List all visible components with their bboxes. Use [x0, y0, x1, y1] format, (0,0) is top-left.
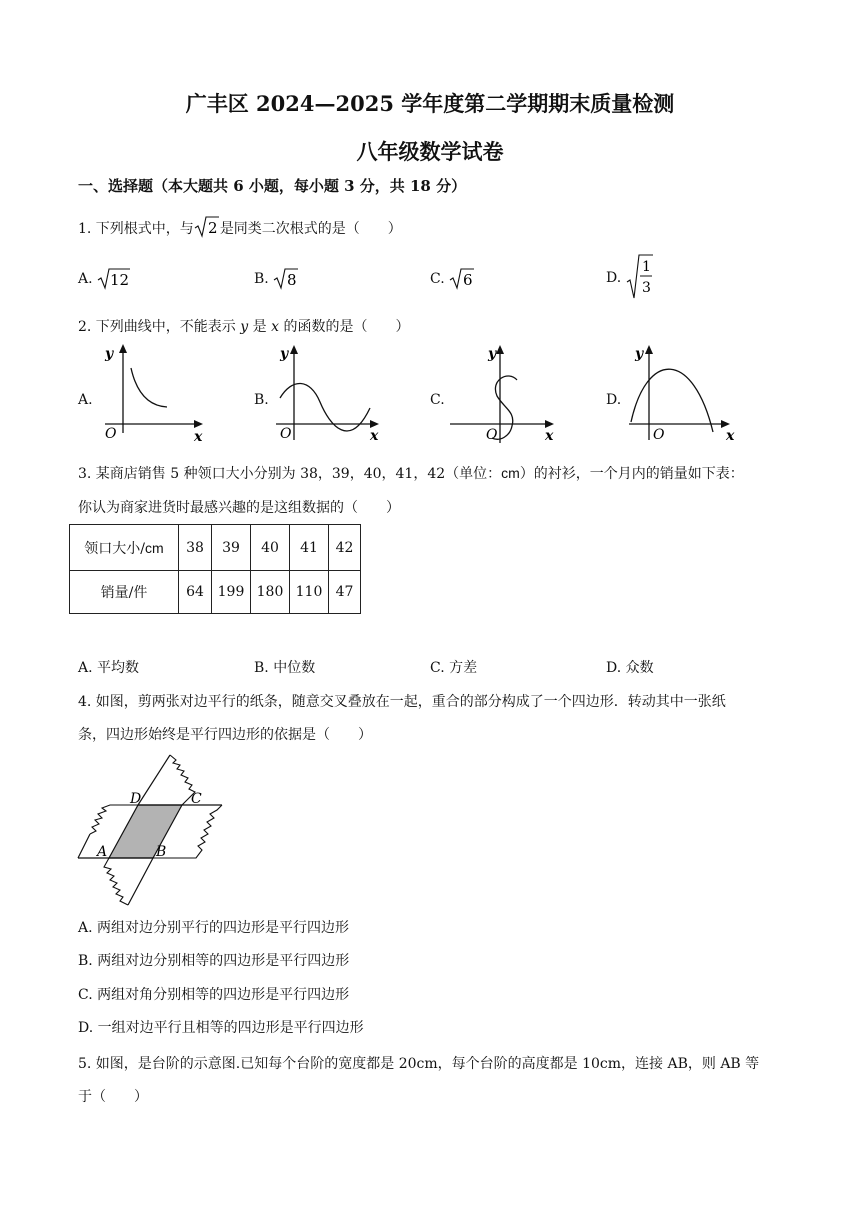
- q2-text-post: 的函数的是（ ）: [279, 319, 410, 335]
- question-2: [78, 316, 409, 336]
- q1-option-d-letter: D.: [606, 270, 622, 286]
- table-cell-size: 41: [290, 525, 329, 571]
- table-row-sales: [70, 571, 361, 614]
- q2-graph-d-origin-label: O: [653, 427, 665, 443]
- table-cell-sales: 47: [329, 571, 361, 614]
- q1-text-post: 是同类二次根式的是（ ）: [219, 221, 402, 237]
- q1-option-a-sqrt: [97, 265, 131, 291]
- table-cell-sales: 199: [212, 571, 251, 614]
- q2-graph-b-x-label: x: [370, 428, 379, 444]
- q1-option-b: [254, 265, 299, 291]
- vertex-c-label: C: [191, 791, 202, 807]
- q1-option-c: [430, 265, 475, 291]
- q1-text-pre: 1. 下列根式中，与: [78, 221, 194, 237]
- q1-option-d: [606, 252, 654, 300]
- q2-text-pre: 2. 下列曲线中，不能表示: [78, 319, 241, 335]
- q3-line1-post: ）的衬衫，一个月内的销量如下表：: [519, 466, 744, 482]
- q3-option-d: D. 众数: [606, 660, 654, 676]
- q3-option-a: A. 平均数: [78, 660, 140, 676]
- question-4-line-1: 4. 如图，剪两张对边平行的纸条，随意交叉叠放在一起，重合的部分构成了一个四边形．转动其中一张纸: [78, 694, 726, 710]
- question-3-line-1: [78, 463, 744, 483]
- q2-option-b-letter: B.: [254, 392, 269, 408]
- q1-option-c-sqrt: [449, 265, 475, 291]
- question-5-line-1: 5. 如图，是台阶的示意图.已知每个台阶的宽度都是 20cm，每个台阶的高度都是 10cm，连接 AB，则 AB 等: [78, 1056, 760, 1072]
- q2-graph-a-y-label: y: [105, 346, 114, 362]
- q2-graph-c-origin-label: O: [486, 427, 498, 443]
- q1-option-b-radicand: 8: [287, 271, 297, 289]
- table-cell-sales: 64: [179, 571, 212, 614]
- q4-option-d: D. 一组对边平行且相等的四边形是平行四边形: [78, 1020, 364, 1036]
- q1-radicand: 2: [207, 219, 218, 237]
- q1-option-d-numerator: 1: [641, 259, 651, 275]
- q2-graph-d-y-label: y: [635, 346, 644, 362]
- overlap-parallelogram: [109, 805, 182, 858]
- q1-sqrt: [194, 213, 220, 239]
- q1-option-d-denominator: 3: [641, 280, 651, 296]
- q2-graph-b-origin-label: O: [280, 426, 292, 442]
- q2-graph-a-x-label: x: [194, 429, 203, 445]
- q1-option-a-letter: A.: [78, 271, 93, 287]
- q2-graph-b: [270, 340, 390, 445]
- q2-var-x: x: [271, 319, 279, 335]
- q4-option-a: A. 两组对边分别平行的四边形是平行四边形: [78, 920, 350, 936]
- q1-option-c-radicand: 6: [463, 271, 473, 289]
- table-header-size: 领口大小/cm: [70, 525, 179, 571]
- table-cell-sales: 110: [290, 571, 329, 614]
- table-cell-size: 42: [329, 525, 361, 571]
- table-cell-size: 40: [251, 525, 290, 571]
- question-4-line-2: 条，四边形始终是平行四边形的依据是（ ）: [78, 727, 372, 743]
- q4-option-c: C. 两组对角分别相等的四边形是平行四边形: [78, 987, 350, 1003]
- vertex-b-label: B: [156, 844, 167, 860]
- section-heading: 一、选择题（本大题共 6 小题，每小题 3 分，共 18 分）: [78, 177, 467, 195]
- q2-option-d-letter: D.: [606, 392, 622, 408]
- table-cell-size: 38: [179, 525, 212, 571]
- q2-var-y: y: [240, 319, 249, 335]
- exam-subtitle: 八年级数学试卷: [356, 139, 504, 164]
- q3-option-b: B. 中位数: [254, 660, 316, 676]
- q2-graph-c-y-label: y: [488, 346, 497, 362]
- table-cell-sales: 180: [251, 571, 290, 614]
- table-row-sizes: [70, 525, 361, 571]
- vertex-d-label: D: [130, 791, 142, 807]
- vertex-a-label: A: [97, 844, 108, 860]
- question-1: [78, 213, 402, 239]
- q3-option-c: C. 方差: [430, 660, 478, 676]
- q2-text-mid: 是: [248, 319, 272, 335]
- q2-graph-b-y-label: y: [280, 346, 289, 362]
- paper-strips-figure: [70, 752, 230, 912]
- exam-title: 广丰区 2024—2025 学年度第二学期期末质量检测: [185, 91, 675, 116]
- q2-option-a-letter: A.: [78, 392, 93, 408]
- q2-graph-d: [625, 340, 740, 445]
- q1-option-a: [78, 265, 131, 291]
- q1-option-c-letter: C.: [430, 271, 445, 287]
- q4-option-b: B. 两组对边分别相等的四边形是平行四边形: [78, 953, 350, 969]
- q1-option-d-sqrt: [626, 252, 654, 300]
- sales-table: [69, 524, 361, 614]
- q1-option-a-radicand: 12: [110, 271, 130, 289]
- q2-graph-a: [95, 340, 210, 445]
- table-header-sales: 销量/件: [70, 571, 179, 614]
- q3-line1-unit: cm: [501, 465, 520, 481]
- q1-option-b-sqrt: [273, 265, 299, 291]
- table-cell-size: 39: [212, 525, 251, 571]
- q2-graph-d-x-label: x: [726, 428, 735, 444]
- q3-line1-pre: 3. 某商店销售 5 种领口大小分别为 38，39，40，41，42（单位：: [78, 466, 502, 482]
- question-5-line-2: 于（ ）: [78, 1089, 148, 1105]
- q2-graph-c: [450, 340, 565, 445]
- q2-graph-c-x-label: x: [545, 428, 554, 444]
- q2-graph-a-origin-label: O: [105, 426, 117, 442]
- q2-option-c-letter: C.: [430, 392, 445, 408]
- question-3-line-2: 你认为商家进货时最感兴趣的是这组数据的（ ）: [78, 500, 400, 516]
- q1-option-b-letter: B.: [254, 271, 269, 287]
